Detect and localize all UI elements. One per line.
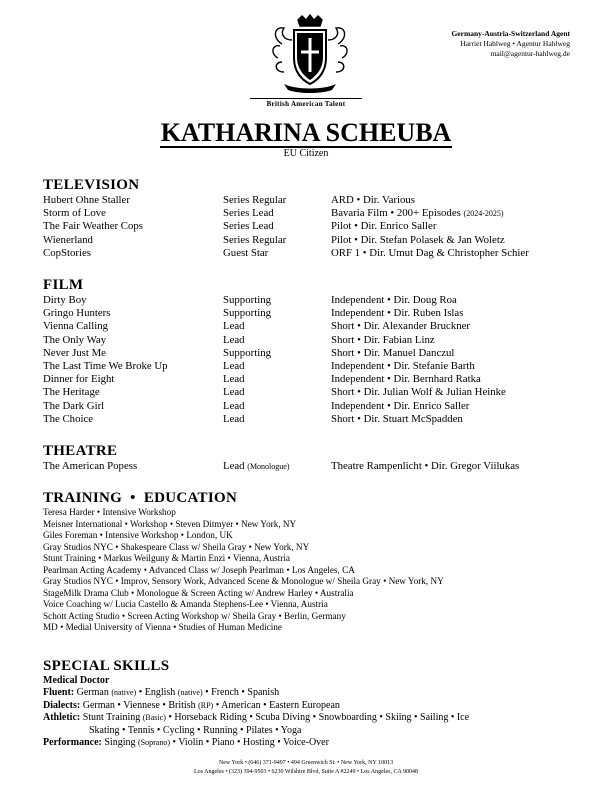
section-title: TRAINING • EDUCATION [43,490,238,506]
agent-info [350,29,570,59]
list-item: StageMilk Drama Club • Monologue & Screen Acting w/ Andrew Harley • Australia [43,587,354,598]
list-item: Meisner International • Workshop • Steven Ditmyer • New York, NY [43,518,297,529]
agent-names: Harriet Hahlweg • Agentur Hahlweg [460,39,570,48]
credit-row: CopStories Guest Star ORF 1 • Dir. Umut Dag & Christopher Schier [43,246,529,259]
list-item: Pearlman Acting Academy • Advanced Class w/ Joseph Pearlman • Los Angeles, CA [43,564,355,575]
actor-name: KATHARINA SCHEUBA [160,118,452,147]
footer-new-york: New York • (646) 371-9497 • 494 Greenwich St. • New York, NY 10013 [218,760,394,766]
crest-logo [268,14,352,94]
credit-row: Hubert Ohne Staller Series Regular ARD • Dir. Various [43,194,415,206]
credit-row: Gringo Hunters Supporting Independent • Dir. Ruben Islas [43,307,464,320]
list-item: Voice Coaching w/ Lucia Castello & Amanda Stephens-Lee • Vienna, Austria [43,599,328,609]
skills-section [43,657,573,749]
credit-row: The American Popess Lead (Monologue) Theatre Rampenlicht • Dir. Gregor Viilukas [43,460,520,472]
list-item: Giles Foreman • Intensive Workshop • London, UK [43,530,233,540]
section-title: FILM [43,277,84,293]
skill-athletic: Athletic: Stunt Training (Basic) • Horseback Riding • Scuba Diving • Snowboarding • Skiing • Sailing • Ice [43,712,470,724]
credit-row: Dirty Boy Supporting Independent • Dir. Doug Roa [43,294,457,306]
list-item: Gray Studios NYC • Improv, Sensory Work, Advanced Scene & Monologue w/ Sheila Gray • New York, NY [43,576,444,586]
skill-athletic-cont: Skating • Tennis • Cycling • Running • Pilates • Yoga [89,724,302,736]
credit-row: The Choice Lead Short • Dir. Stuart McSpadden [43,412,463,425]
section-title: SPECIAL SKILLS [43,658,170,674]
skill-medical: Medical Doctor [43,675,110,686]
skills-list [43,675,573,749]
list-item: Gray Studios NYC • Shakespeare Class w/ Sheila Gray • New York, NY [43,541,310,552]
credit-row: Dinner for Eight Lead Independent • Dir. Bernhard Ratka [43,373,481,386]
theatre-section [43,442,573,473]
film-section [43,276,573,426]
list-item: MD • Medial University of Vienna • Studies of Human Medicine [43,622,282,632]
training-section [43,489,573,634]
list-item: Stunt Training • Markus Weilguny & Martin Enzi • Vienna, Austria [43,553,290,563]
list-item: Schott Acting Studio • Screen Acting Workshop w/ Sheila Gray • Berlin, Germany [43,610,346,621]
list-item: Teresa Harder • Intensive Workshop [43,507,176,517]
skill-fluent: Fluent: German (native) • English (native) • French • Spanish [43,687,280,699]
section-title: TELEVISION [43,177,140,193]
credit-row: The Only Way Lead Short • Dir. Fabian Linz [43,333,435,346]
training-list [43,507,573,634]
section-title: THEATRE [43,443,118,459]
agent-email: mail@agentur-hahlweg.de [490,49,570,58]
skill-dialects: Dialects: German • Viennese • British (RP) • American • Eastern European [43,699,340,711]
skill-performance: Performance: Singing (Soprano) • Violin • Piano • Hosting • Voice-Over [43,737,329,749]
credit-row: Storm of Love Series Lead Bavaria Film • 200+ Episodes (2024-2025) [43,207,504,220]
credit-row: The Dark Girl Lead Independent • Dir. Enrico Saller [43,399,470,412]
television-section [43,176,573,260]
credit-row: Vienna Calling Lead Short • Dir. Alexander Bruckner [43,320,471,333]
footer-contact [0,759,612,777]
credit-row: The Heritage Lead Short • Dir. Julian Wolf & Julian Heinke [43,386,506,399]
footer-los-angeles: Los Angeles • (323) 394-9503 • 6230 Wilshire Blvd, Suite A #2249 • Los Angeles, CA 90048 [194,769,418,775]
agency-logo-label: British American Talent [250,98,362,108]
credit-row: Wienerland Series Regular Pilot • Dir. Stefan Polasek & Jan Woletz [43,233,505,246]
agent-title: Germany-Austria-Switzerland Agent [451,29,570,38]
credit-row: Never Just Me Supporting Short • Dir. Manuel Danczul [43,346,455,359]
credit-row: The Last Time We Broke Up Lead Independent • Dir. Stefanie Barth [43,359,475,372]
citizenship: EU Citizen [283,148,329,159]
credit-row: The Fair Weather Cops Series Lead Pilot • Dir. Enrico Saller [43,220,437,233]
